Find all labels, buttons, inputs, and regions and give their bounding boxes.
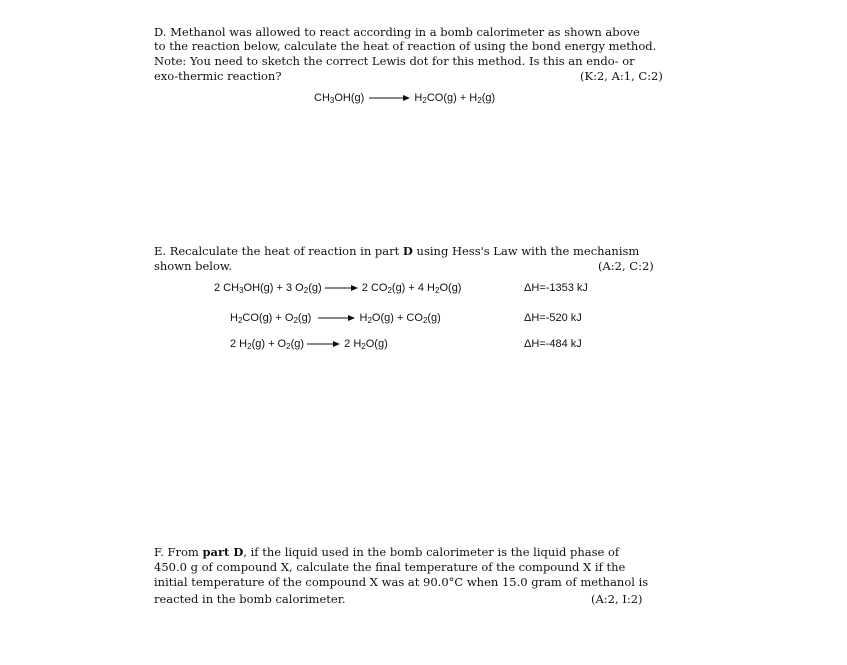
part-f-line-2: 450.0 g of compound X, calculate the final temperature of the compound X if the [154,560,626,574]
reaction-3-dh: ΔH=-484 kJ [524,338,582,350]
reaction-1-left: 2 $CH_3OH(g) + 3$ $O_2(g)$ [214,282,322,295]
reaction-arrow-icon [307,340,341,348]
part-e-line-2: shown below. [154,259,233,273]
reaction-arrow-icon [367,94,411,102]
part-d-line-4: exo-thermic reaction? [154,69,282,83]
part-d-product: $H_2CO(g) + H_2(g)$ [414,92,496,105]
part-f-marks: (A:2, I:2) [591,592,643,606]
part-e-line-1: E. Recalculate the heat of reaction in part D using Hess's Law with the mechanism [154,244,640,258]
reaction-arrow-icon [314,314,356,322]
part-e-reaction-2 [230,312,441,325]
reaction-1-right: 2 $CO_2(g) + 4$ $H_2O(g)$ [361,282,462,295]
part-e-reaction-1 [214,282,461,295]
part-d-reactant: $CH_3OH(g)$ [314,92,365,105]
part-d-reaction [314,92,495,105]
part-f-line-1: F. From part D, if the liquid used in the bomb calorimeter is the liquid phase of [154,545,620,559]
reaction-2-left: $H_2CO(g) + O_2(g)$ [230,312,312,325]
part-f-line-4: reacted in the bomb calorimeter. [154,592,346,606]
reaction-1-dh: ΔH=-1353 kJ [524,282,588,294]
part-d-line-1: D. Methanol was allowed to react according in a bomb calorimeter as shown above [154,25,640,39]
reaction-3-right: 2 $H_2O(g)$ [344,338,388,351]
reaction-arrow-icon [325,284,359,292]
part-d-line-2: to the reaction below, calculate the heat of reaction of using the bond energy method. [154,39,657,53]
part-e-marks: (A:2, C:2) [598,259,654,273]
reaction-2-right: $H_2O(g) + CO_2(g)$ [359,312,441,325]
part-e-reaction-3 [230,338,388,351]
part-d-marks: (K:2, A:1, C:2) [580,69,663,83]
part-d-line-3: Note: You need to sketch the correct Lewis dot for this method. Is this an endo- or [154,54,635,68]
reaction-3-left: 2 $H_2(g) + O_2(g)$ [230,338,305,351]
part-f-line-3: initial temperature of the compound X was at 90.0°C when 15.0 gram of methanol is [154,575,649,589]
reaction-2-dh: ΔH=-520 kJ [524,312,582,324]
